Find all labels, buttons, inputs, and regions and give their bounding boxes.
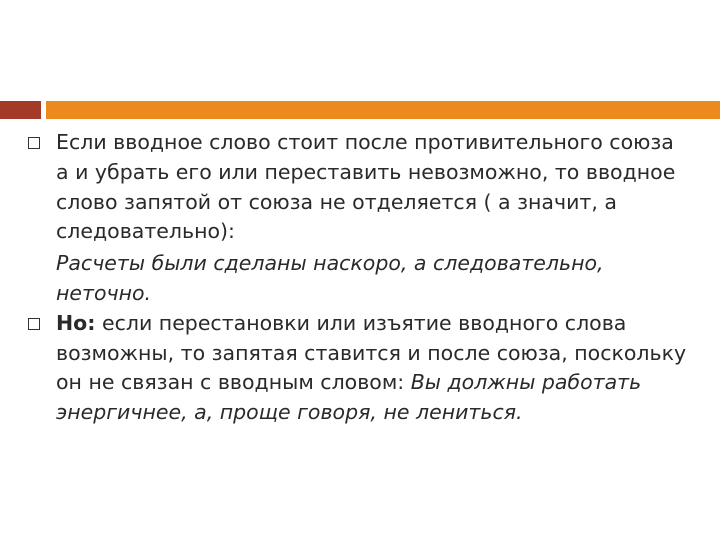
lead-word: Но: [56, 310, 96, 335]
example-text: Вы должны работать энергичнее, а, проще говоря, не лениться. [56, 370, 642, 425]
square-bullet-icon [28, 137, 40, 149]
square-bullet-icon [28, 318, 40, 330]
header-accent-bar-left [0, 101, 41, 119]
bullet-item-2 [28, 309, 688, 428]
rule-text: Если вводное слово стоит после противительного союза а и убрать его или переставить невозможно, то вводное слово запятой от союза не отделяется ( а значит, а следовательно): [56, 130, 676, 244]
example-text: Расчеты были сделаны наскоро, а следовательно, неточно. [56, 251, 604, 305]
bullet-item-1 [28, 128, 688, 309]
slide-content [28, 128, 688, 428]
header-accent-bar-right [46, 101, 720, 119]
rule-text: если перестановки или изъятие вводного слова возможны, то запятая ставится и после союза, поскольку он не связан с вводным словом: [56, 310, 687, 395]
